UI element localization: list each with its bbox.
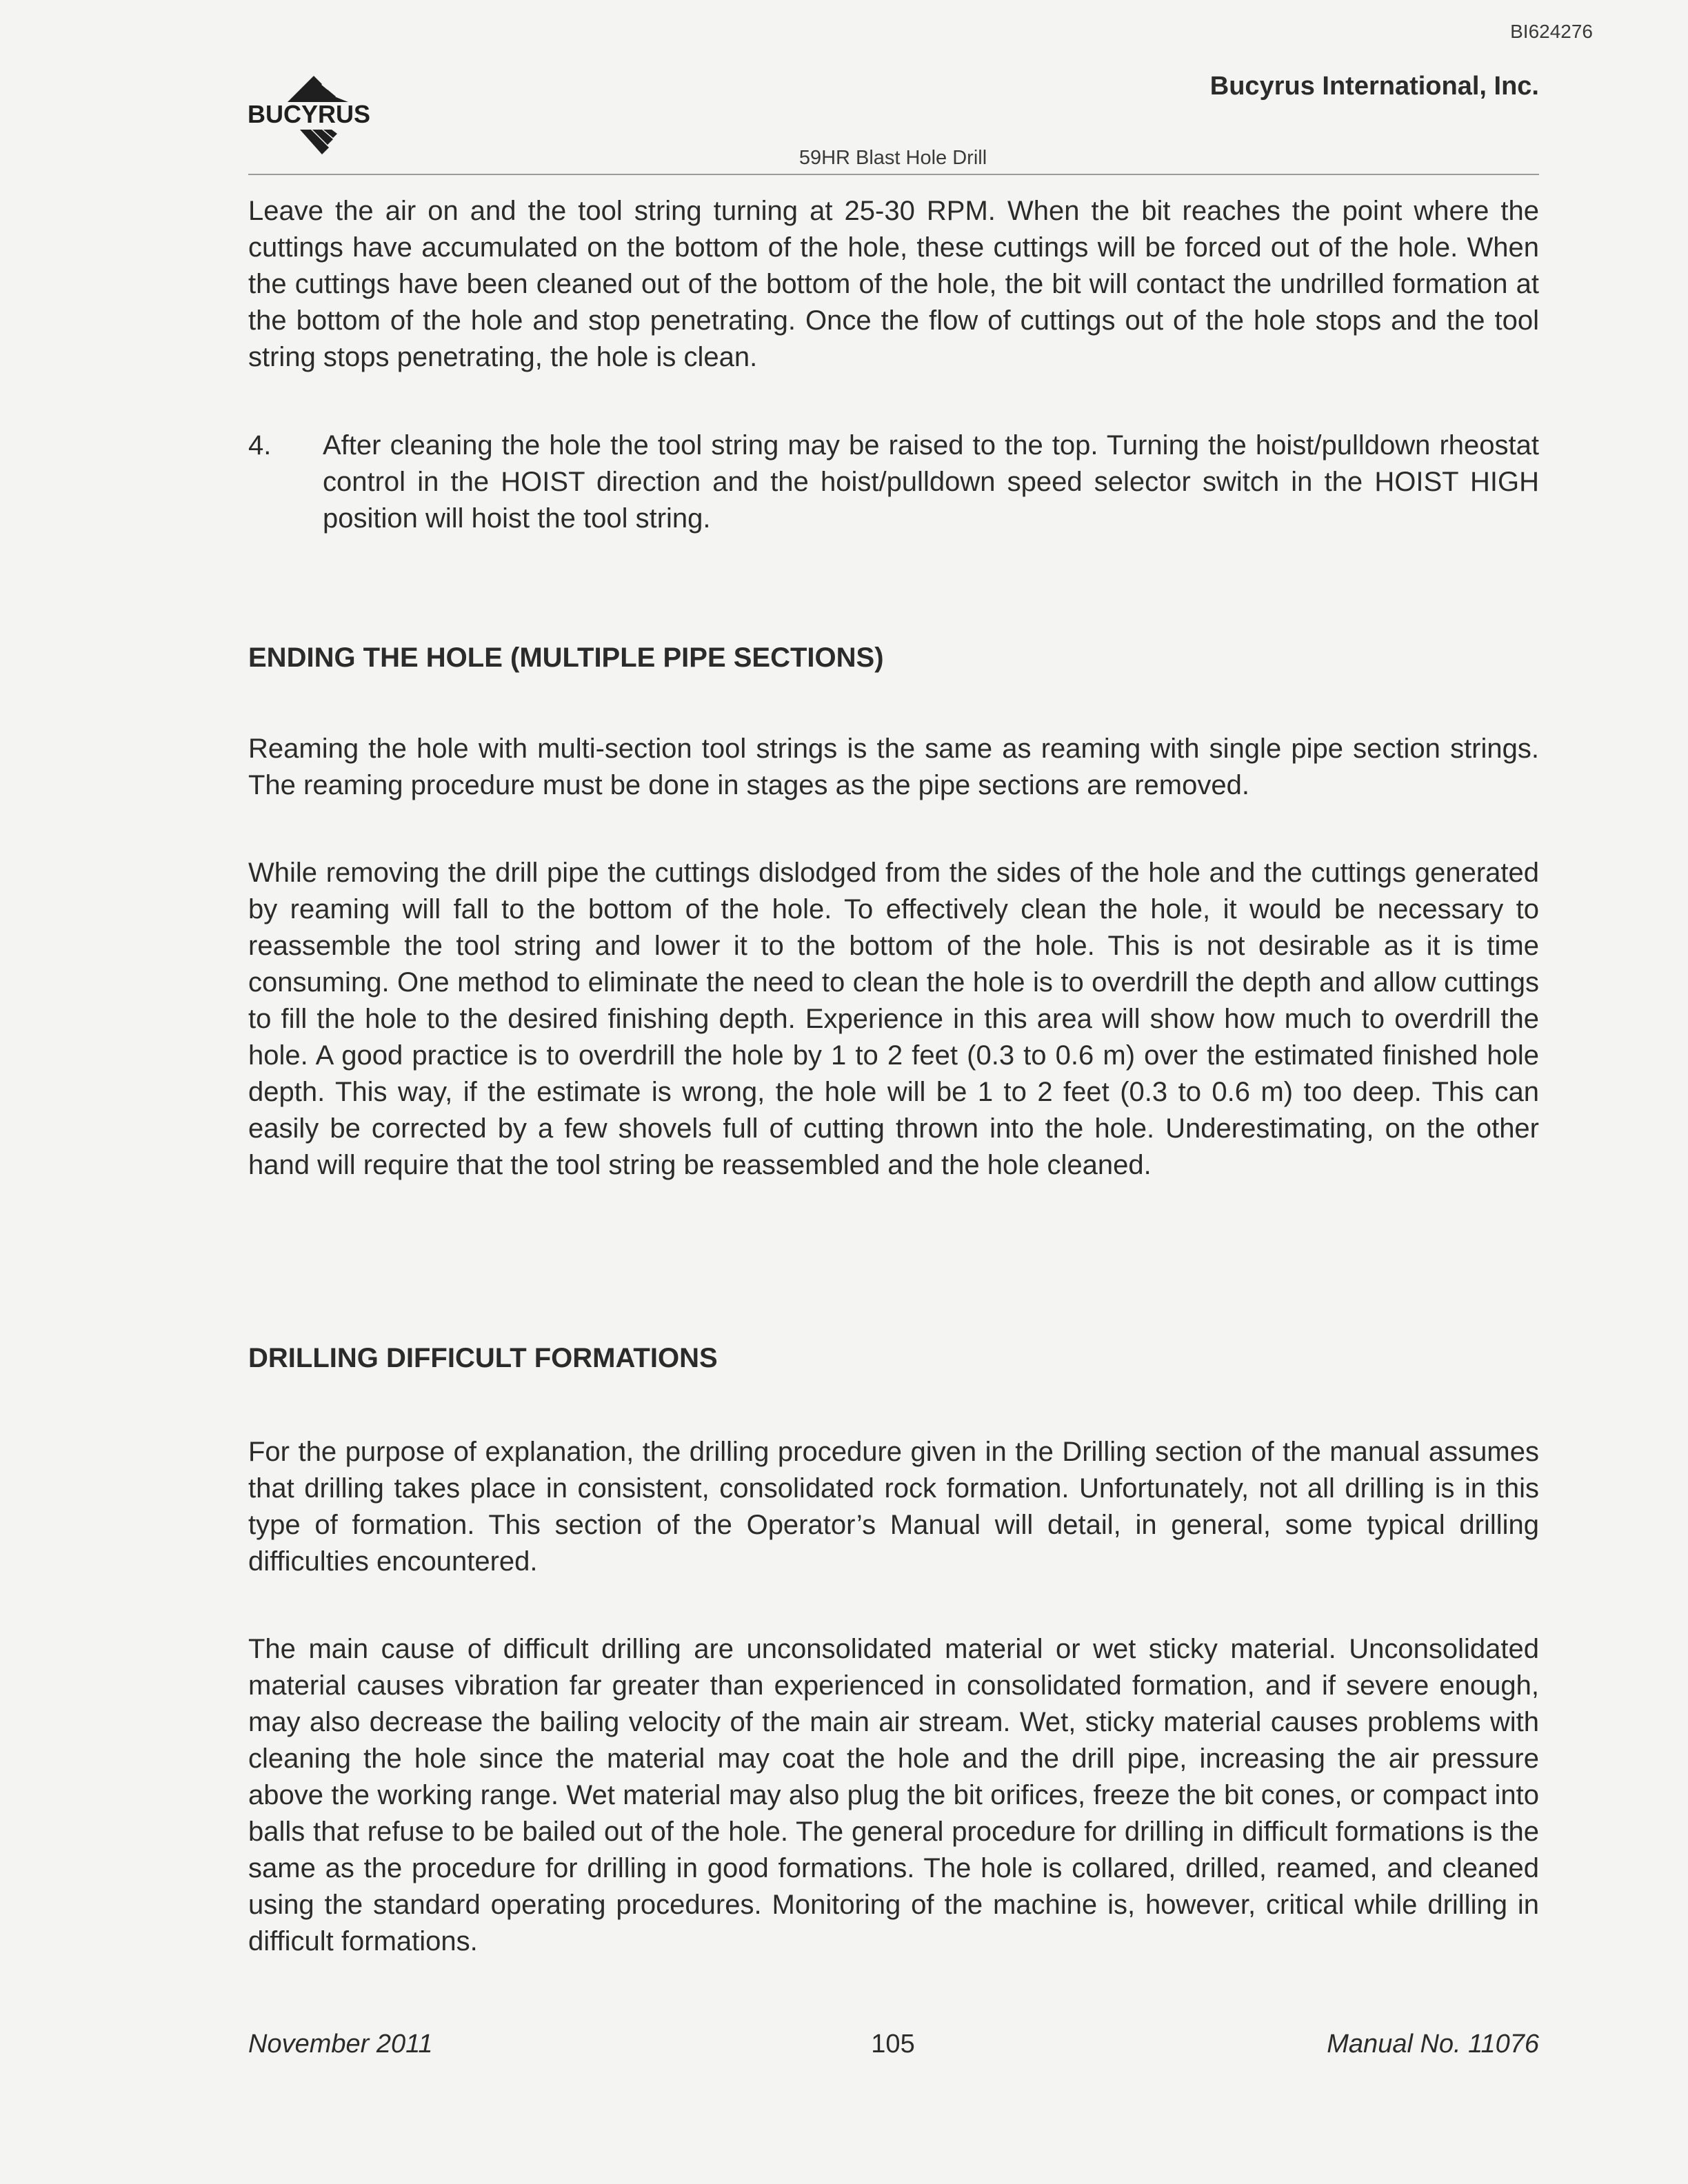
section-heading: DRILLING DIFFICULT FORMATIONS xyxy=(248,1343,718,1373)
paragraph: Reaming the hole with multi-section tool strings is the same as reaming with single pipe section strings. The reaming procedure must be done in stages as the pipe sections are removed. xyxy=(248,734,1539,800)
logo-text: BUCYRUS xyxy=(248,100,371,128)
step-text: After cleaning the hole the tool string may be raised to the top. Turning the hoist/pulldown rheostat control in the HOIST direction and the hoist/pulldown speed selector switch in the HOIST HIGH position will hoist the tool string. xyxy=(323,430,1539,534)
intro-paragraph: Leave the air on and the tool string turning at 25-30 RPM. When the bit reaches the point where the cuttings have accumulated on the bottom of the hole, these cuttings will be forced out of the hole. When the cuttings have been cleaned out of the bottom of the hole, the bit will contact the undrilled formation at the bottom of the hole and stop penetrating. Once the flow of cuttings out of the hole stops and the tool string stops penetrating, the hole is clean. xyxy=(248,196,1539,372)
paragraph: The main cause of difficult drilling are unconsolidated material or wet sticky material. Unconsolidated material causes vibration far greater than experienced in consolidated formation, and if severe enough, may also decrease the bailing velocity of the main air stream. Wet, sticky material causes problems with cleaning the hole since the material may coat the hole and the drill pipe, increasing the air pressure above the working range. Wet material may also plug the bit orifices, freeze the bit cones, or compact into balls that refuse to be bailed out of the hole. The general procedure for drilling in difficult formations is the same as the procedure for drilling in good formations. The hole is collared, drilled, reamed, and cleaned using the standard operating procedures. Monitoring of the machine is, however, critical while drilling in difficult formations. xyxy=(248,1634,1539,1957)
header-divider xyxy=(248,174,1539,175)
company-name: Bucyrus International, Inc. xyxy=(1209,72,1539,101)
paragraph: For the purpose of explanation, the drilling procedure given in the Drilling section of the manual assumes that drilling takes place in consistent, consolidated rock formation. Unfortunately, not all drilling is in this type of formation. This section of the Operator’s Manual will detail, in general, some typical drilling difficulties encountered. xyxy=(248,1437,1539,1577)
manual-number: Manual No. 11076 xyxy=(1327,2030,1539,2059)
step-number: 4. xyxy=(248,430,272,461)
bucyrus-logo xyxy=(245,68,396,164)
step-item xyxy=(248,427,1539,537)
document-id: BI624276 xyxy=(1510,21,1593,42)
footer-date: November 2011 xyxy=(248,2030,433,2059)
manual-subtitle: 59HR Blast Hole Drill xyxy=(798,147,987,169)
section-heading: ENDING THE HOLE (MULTIPLE PIPE SECTIONS) xyxy=(248,643,884,673)
paragraph: While removing the drill pipe the cuttings dislodged from the sides of the hole and the cuttings generated by reaming will fall to the bottom of the hole. To effectively clean the hole, it would be necessary to reassemble the tool string and lower it to the bottom of the hole. This is not desirable as it is time consuming. One method to eliminate the need to clean the hole is to overdrill the depth and allow cuttings to fill the hole to the desired finishing depth. Experience in this area will show how much to overdrill the hole. A good practice is to overdrill the hole by 1 to 2 feet (0.3 to 0.6 m) over the estimated finished hole depth. This way, if the estimate is wrong, the hole will be 1 to 2 feet (0.3 to 0.6 m) too deep. This can easily be corrected by a few shovels full of cutting thrown into the hole. Underestimating, on the other hand will require that the tool string be reassembled and the hole cleaned. xyxy=(248,858,1539,1180)
page-number: 105 xyxy=(871,2030,915,2059)
